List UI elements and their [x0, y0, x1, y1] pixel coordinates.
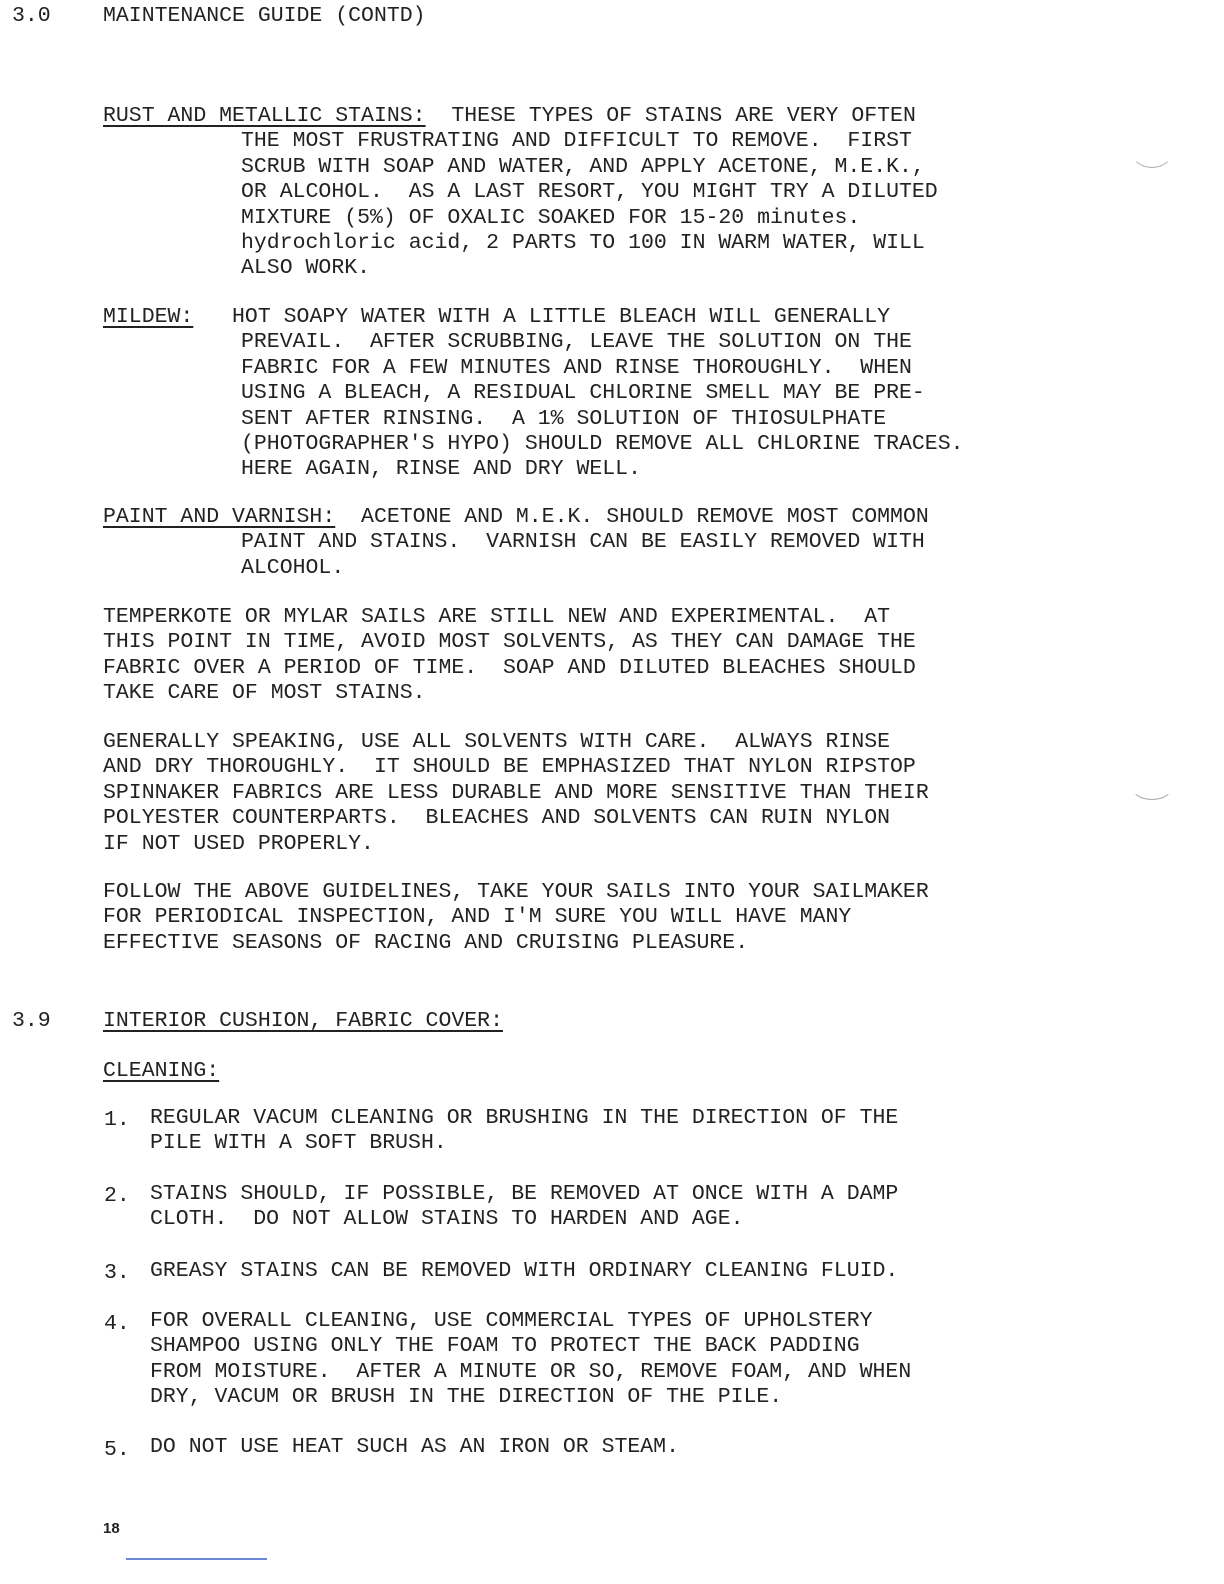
text-line: PILE WITH A SOFT BRUSH.: [150, 1131, 447, 1156]
text-line: CLOTH. DO NOT ALLOW STAINS TO HARDEN AND AGE.: [150, 1207, 744, 1232]
section-number: 3.0: [12, 4, 51, 28]
page-title: MAINTENANCE GUIDE (CONTD): [103, 4, 426, 28]
text-line: STAINS SHOULD, IF POSSIBLE, BE REMOVED AT ONCE WITH A DAMP: [150, 1182, 899, 1206]
scan-mark: [1130, 770, 1174, 800]
paint-varnish-text: ACETONE AND M.E.K. SHOULD REMOVE MOST COMMON: [335, 505, 929, 529]
text-line: GREASY STAINS CAN BE REMOVED WITH ORDINARY CLEANING FLUID.: [150, 1259, 899, 1283]
text-line: OR ALCOHOL. AS A LAST RESORT, YOU MIGHT TRY A DILUTED: [241, 180, 938, 205]
text-line: (PHOTOGRAPHER'S HYPO) SHOULD REMOVE ALL CHLORINE TRACES.: [241, 431, 964, 456]
text-line: THIS POINT IN TIME, AVOID MOST SOLVENTS, AS THEY CAN DAMAGE THE: [103, 630, 916, 655]
text-line: USING A BLEACH, A RESIDUAL CHLORINE SMELL MAY BE PRE-: [241, 381, 925, 406]
text-line: DO NOT USE HEAT SUCH AS AN IRON OR STEAM.: [150, 1435, 679, 1459]
text-line: THE MOST FRUSTRATING AND DIFFICULT TO REMOVE. FIRST: [241, 129, 912, 154]
text-line: AND DRY THOROUGHLY. IT SHOULD BE EMPHASIZED THAT NYLON RIPSTOP: [103, 755, 916, 780]
rust-stains-text: THESE TYPES OF STAINS ARE VERY OFTEN: [425, 104, 916, 128]
text-line: SENT AFTER RINSING. A 1% SOLUTION OF THIOSULPHATE: [241, 406, 887, 431]
text-line: PREVAIL. AFTER SCRUBBING, LEAVE THE SOLUTION ON THE: [241, 330, 912, 355]
mildew-heading: MILDEW:: [103, 305, 194, 329]
rust-stains-paragraph: [103, 104, 938, 282]
generally-paragraph: [103, 730, 929, 857]
text-line: EFFECTIVE SEASONS OF RACING AND CRUISING PLEASURE.: [103, 930, 749, 955]
text-line: FABRIC OVER A PERIOD OF TIME. SOAP AND DILUTED BLEACHES SHOULD: [103, 655, 916, 680]
list-number: 3.: [104, 1261, 130, 1285]
text-line: TAKE CARE OF MOST STAINS.: [103, 681, 426, 706]
text-line: MIXTURE (5%) OF OXALIC SOAKED FOR 15-20 minutes.: [241, 205, 861, 230]
list-item: [150, 1309, 911, 1411]
text-line: SHAMPOO USING ONLY THE FOAM TO PROTECT THE BACK PADDING: [150, 1334, 860, 1359]
text-line: DRY, VACUM OR BRUSH IN THE DIRECTION OF THE PILE.: [150, 1385, 783, 1410]
section-number: 3.9: [12, 1009, 51, 1033]
footer-rule: [126, 1558, 267, 1560]
text-line: PAINT AND STAINS. VARNISH CAN BE EASILY REMOVED WITH: [241, 530, 925, 555]
text-line: ALSO WORK.: [241, 256, 371, 281]
text-line: FROM MOISTURE. AFTER A MINUTE OR SO, REMOVE FOAM, AND WHEN: [150, 1359, 912, 1384]
text-line: POLYESTER COUNTERPARTS. BLEACHES AND SOLVENTS CAN RUIN NYLON: [103, 806, 891, 831]
rust-stains-heading: RUST AND METALLIC STAINS:: [103, 104, 426, 128]
text-line: TEMPERKOTE OR MYLAR SAILS ARE STILL NEW AND EXPERIMENTAL. AT: [103, 605, 891, 629]
text-line: ALCOHOL.: [241, 555, 345, 580]
text-line: hydrochloric acid, 2 PARTS TO 100 IN WARM WATER, WILL: [241, 230, 925, 255]
list-number: 4.: [104, 1312, 130, 1336]
paint-varnish-paragraph: [103, 505, 929, 581]
text-line: IF NOT USED PROPERLY.: [103, 831, 374, 856]
mildew-paragraph: [103, 305, 964, 483]
list-item: [150, 1182, 898, 1233]
list-item: [150, 1259, 898, 1284]
section-heading: INTERIOR CUSHION, FABRIC COVER:: [103, 1009, 503, 1033]
list-number: 2.: [104, 1184, 130, 1208]
text-line: FOR PERIODICAL INSPECTION, AND I'M SURE YOU WILL HAVE MANY: [103, 905, 852, 930]
text-line: SPINNAKER FABRICS ARE LESS DURABLE AND MORE SENSITIVE THAN THEIR: [103, 780, 929, 805]
text-line: GENERALLY SPEAKING, USE ALL SOLVENTS WITH CARE. ALWAYS RINSE: [103, 730, 891, 754]
text-line: HERE AGAIN, RINSE AND DRY WELL.: [241, 457, 641, 482]
scan-mark: [1130, 130, 1174, 168]
mildew-text: HOT SOAPY WATER WITH A LITTLE BLEACH WILL GENERALLY: [193, 305, 891, 329]
page-number: 18: [103, 1520, 120, 1537]
text-line: FOLLOW THE ABOVE GUIDELINES, TAKE YOUR SAILS INTO YOUR SAILMAKER: [103, 880, 929, 904]
cleaning-heading: CLEANING:: [103, 1059, 220, 1083]
temperkote-paragraph: [103, 605, 916, 707]
text-line: SCRUB WITH SOAP AND WATER, AND APPLY ACETONE, M.E.K.,: [241, 154, 925, 179]
list-item: [150, 1435, 679, 1460]
text-line: FOR OVERALL CLEANING, USE COMMERCIAL TYPES OF UPHOLSTERY: [150, 1309, 873, 1333]
follow-paragraph: [103, 880, 929, 956]
text-line: FABRIC FOR A FEW MINUTES AND RINSE THOROUGHLY. WHEN: [241, 355, 912, 380]
list-item: [150, 1106, 898, 1157]
paint-varnish-heading: PAINT AND VARNISH:: [103, 505, 336, 529]
list-number: 5.: [104, 1438, 130, 1462]
list-number: 1.: [104, 1108, 130, 1132]
text-line: REGULAR VACUM CLEANING OR BRUSHING IN THE DIRECTION OF THE: [150, 1106, 899, 1130]
